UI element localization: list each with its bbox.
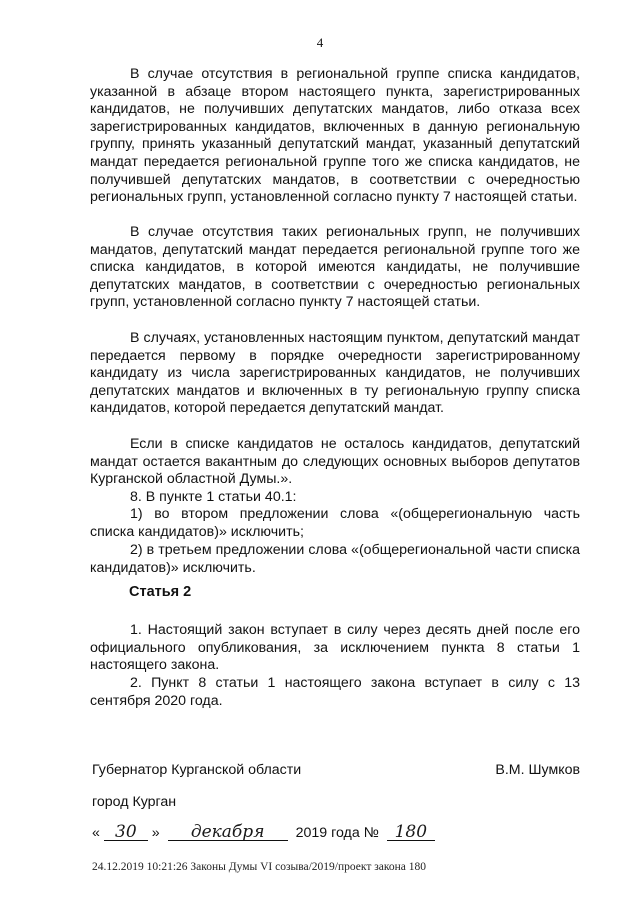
- paragraph: В случае отсутствия в региональной группе списка кандидатов, указанной в абзаце втором настоящего пункта, зарегистрированных кандидатов, не получивших депутатских мандатов, либо отказа всех зарегистрированных кандидатов, включенных в данную региональную группу, принять указанный депутатский мандат, указанный депутатский мандат передается региональной группе того же списка кандидатов, не получившей депутатских мандатов, в соответствии с очередностью региональных групп, установленной согласно пункту 7 настоящей статьи.: [90, 66, 580, 206]
- paragraph: 8. В пункте 1 статьи 40.1:: [130, 489, 297, 505]
- paragraph: 2. Пункт 8 статьи 1 настоящего закона вступает в силу с 13 сентября 2020 года.: [90, 675, 580, 709]
- paragraph: 1) во втором предложении слова «(общерегиональную часть списка кандидатов)» исключить;: [90, 506, 580, 540]
- paragraph: В случае отсутствия таких региональных групп, не получивших мандатов, депутатский мандат передается региональной группе того же списка кандидатов, в которой имеются кандидаты, не получившие депутатских мандатов, в соответствии с очередностью региональных групп, установленной согласно пункту 7 настоящей статьи.: [90, 224, 580, 311]
- open-quote: «: [92, 825, 100, 841]
- date-day: 30: [115, 822, 137, 842]
- date-month: декабря: [190, 822, 265, 842]
- underline: [104, 840, 148, 841]
- underline: [168, 840, 288, 841]
- paragraph: 2) в третьем предложении слова «(общерегиональной части списка кандидатов)» исключить.: [90, 542, 580, 576]
- underline: [387, 840, 435, 841]
- page-number: 4: [316, 35, 324, 50]
- close-quote: »: [151, 825, 160, 841]
- footer-stamp: 24.12.2019 10:21:26 Законы Думы VI созыва/2019/проект закона 180: [92, 861, 427, 873]
- signing-date: [92, 822, 435, 842]
- signature-title: Губернатор Курганской области: [92, 762, 302, 778]
- signature-name: В.М. Шумков: [495, 762, 580, 778]
- date-day-field: [104, 822, 148, 842]
- paragraph: 1. Настоящий закон вступает в силу через десять дней после его официального опубликования, за исключением пункта 8 статьи 1 настоящего закона.: [90, 622, 580, 674]
- article-heading: Статья 2: [129, 584, 192, 600]
- law-number: 180: [394, 822, 428, 842]
- paragraph: Если в списке кандидатов не осталось кандидатов, депутатский мандат остается вакантным до следующих основных выборов депутатов Курганской областной Думы.».: [90, 436, 580, 488]
- date-year: 2019 года №: [295, 825, 379, 841]
- law-number-field: [387, 822, 435, 842]
- date-month-field: [168, 822, 288, 842]
- paragraph: В случаях, установленных настоящим пунктом, депутатский мандат передается первому в порядке очередности зарегистрированному кандидату из числа зарегистрированных кандидатов, не получивших депутатских мандатов и включенных в ту региональную группу списка кандидатов, которой передается депутатский мандат.: [90, 330, 580, 417]
- city: город Курган: [92, 794, 177, 810]
